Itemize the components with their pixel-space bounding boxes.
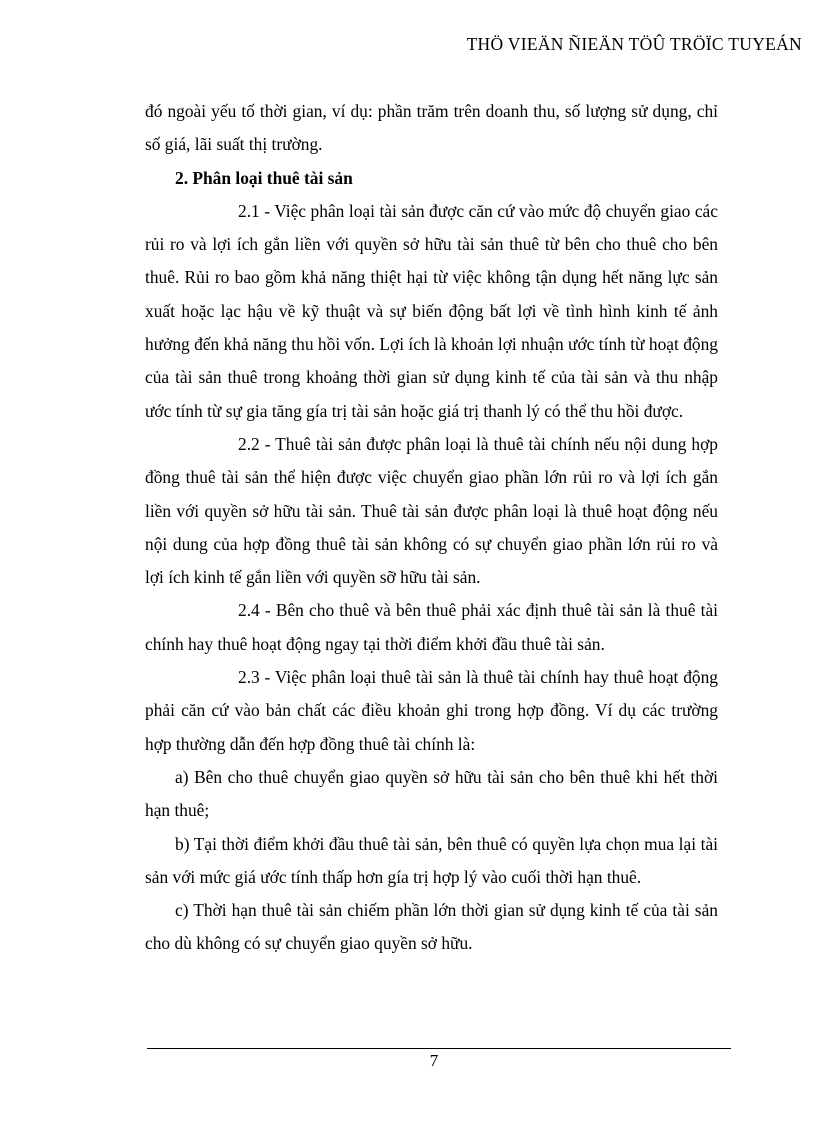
list-item-c: c) Thời hạn thuê tài sản chiếm phần lớn thời gian sử dụng kinh tế của tài sản cho dù không có sự chuyển giao quyền sở hữu. [145,900,718,954]
page-number: 7 [429,1051,439,1070]
page-body [145,95,718,961]
intro-paragraph: đó ngoài yếu tố thời gian, ví dụ: phần trăm trên doanh thu, số lượng sử dụng, chỉ số giá, lãi suất thị trường. [145,101,718,155]
paragraph-2-1: 2.1 - Việc phân loại tài sản được căn cứ vào mức độ chuyển giao các rủi ro và lợi ích gắn liền với quyền sở hữu tài sản thuê từ bên cho thuê cho bên thuê. Rủi ro bao gồm khả năng thiệt hại từ việc không tận dụng hết năng lực sản xuất hoặc lạc hậu về kỹ thuật và sự biến động bất lợi về tình hình kinh tế ảnh hưởng đến khả năng thu hồi vốn. Lợi ích là khoản lợi nhuận ước tính từ hoạt động của tài sản thuê trong khoảng thời gian sử dụng kinh tế của tài sản và thu nhập ước tính từ sự gia tăng gía trị tài sản hoặc giá trị thanh lý có thể thu hồi được. [145,200,718,421]
list-item-a: a) Bên cho thuê chuyển giao quyền sở hữu tài sản cho bên thuê khi hết thời hạn thuê; [145,766,718,821]
section-heading: 2. Phân loại thuê tài sản [175,167,353,188]
list-item-b: b) Tại thời điểm khởi đầu thuê tài sản, bên thuê có quyền lựa chọn mua lại tài sản với mức giá ước tính thấp hơn gía trị hợp lý vào cuối thời hạn thuê. [145,833,718,887]
running-header: THÖ VIEÄN ÑIEÄN TÖÛ TRÖÏC TUYEÁN [466,34,802,54]
paragraph-2-3: 2.3 - Việc phân loại thuê tài sản là thuê tài chính hay thuê hoạt động phải căn cứ vào bản chất các điều khoản ghi trong hợp đồng. Ví dụ các trường hợp thường dẫn đến hợp đồng thuê tài chính là: [145,667,718,754]
paragraph-2-4: 2.4 - Bên cho thuê và bên thuê phải xác định thuê tài sản là thuê tài chính hay thuê hoạt động ngay tại thời điểm khởi đầu thuê tài sản. [145,600,718,654]
paragraph-2-2: 2.2 - Thuê tài sản được phân loại là thuê tài chính nếu nội dung hợp đồng thuê tài sản thể hiện được việc chuyển giao phần lớn rủi ro và lợi ích gắn liền với quyền sở hữu tài sản. Thuê tài sản được phân loại là thuê hoạt động nếu nội dung của hợp đồng thuê tài sản không có sự chuyển giao phần lớn rủi ro và lợi ích kinh tế gắn liền với quyền sỡ hữu tài sản. [145,433,718,588]
footer-divider [147,1048,731,1049]
